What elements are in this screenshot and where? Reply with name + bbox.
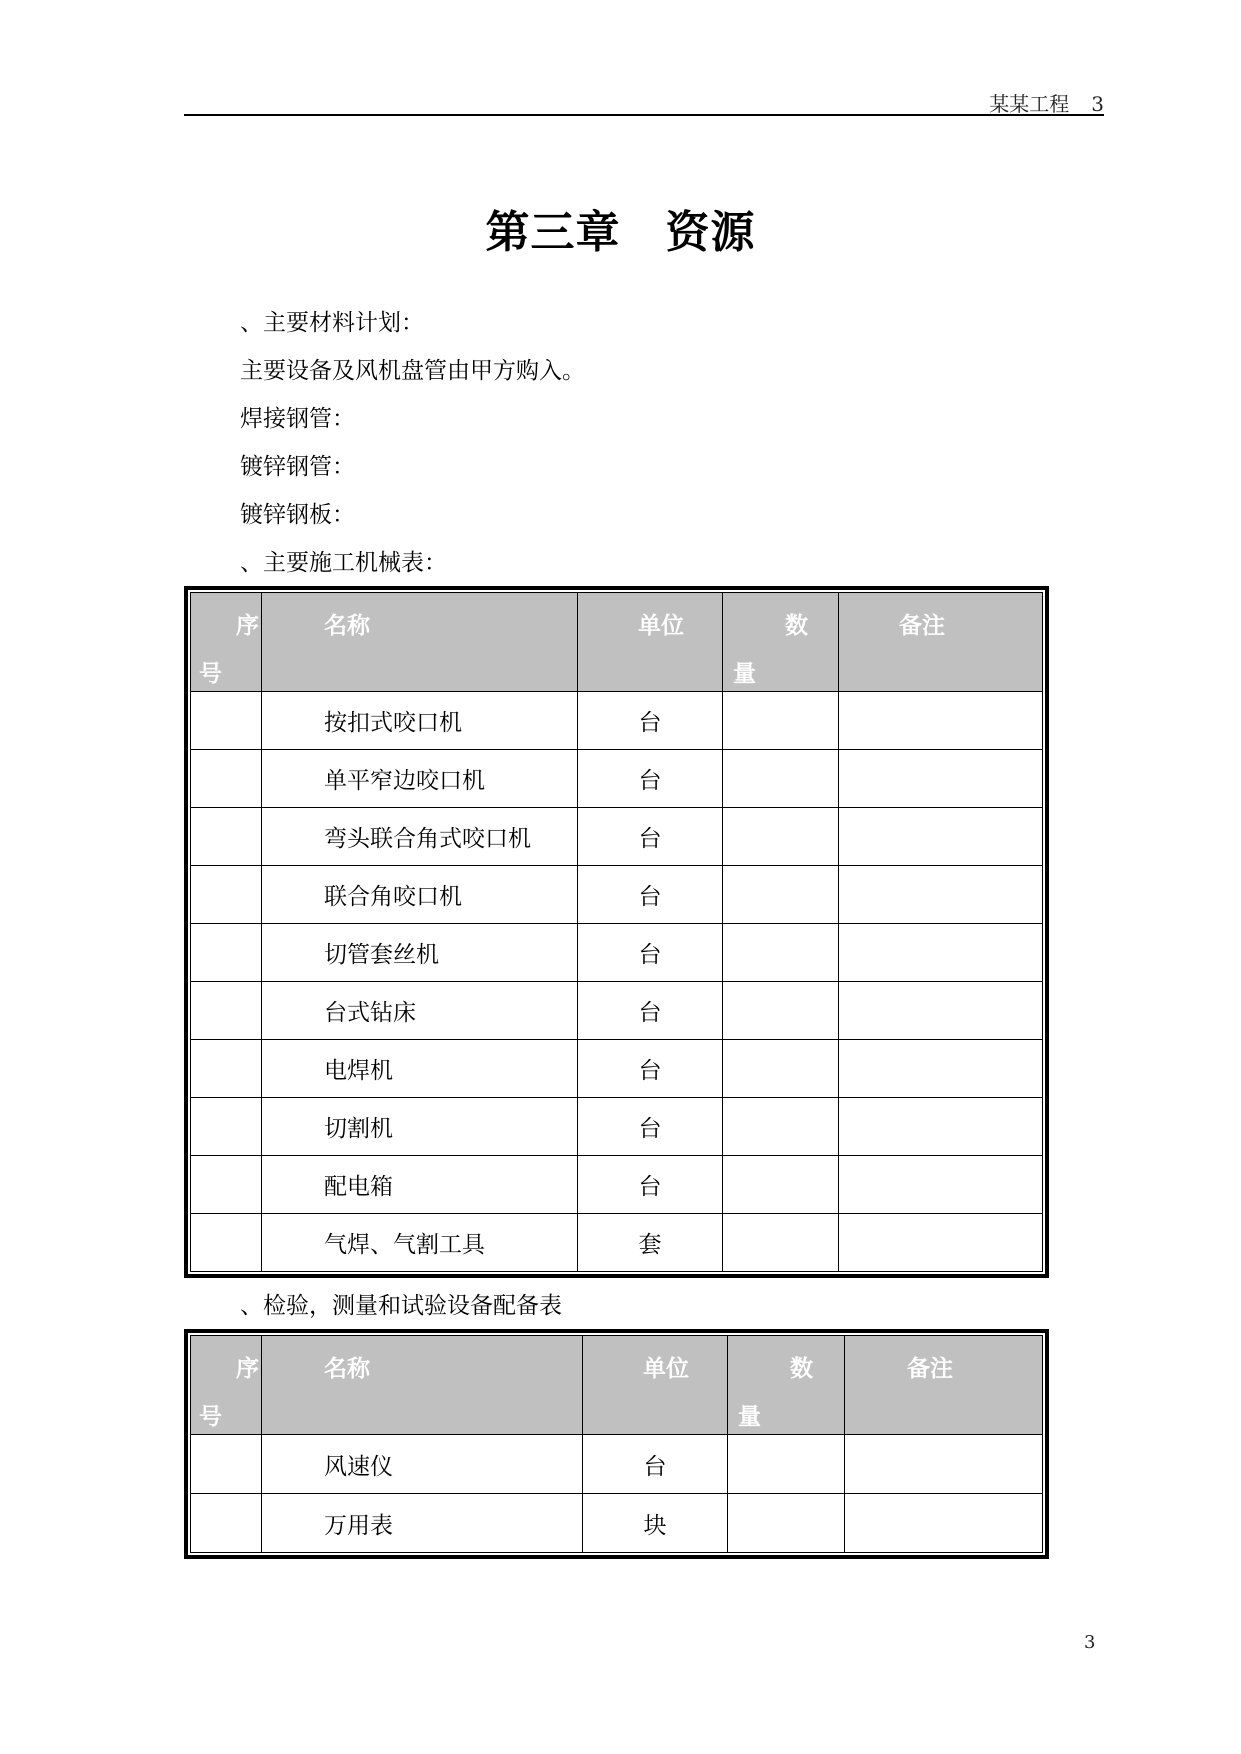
- header-text: [989, 88, 1104, 117]
- header-seq-top: 序: [236, 613, 259, 639]
- footer-page-number: 3: [1084, 1632, 1096, 1653]
- table-row: [191, 1214, 1043, 1272]
- header-unit: 单位: [583, 1336, 728, 1435]
- seq-cell: [191, 808, 262, 866]
- unit-cell: 台: [578, 750, 723, 808]
- page-header: [184, 86, 1104, 116]
- table-row: [191, 1435, 1043, 1494]
- note-cell: [839, 1156, 1043, 1214]
- note-cell: [839, 1098, 1043, 1156]
- table-header-row: [191, 593, 1043, 692]
- note-cell: [839, 866, 1043, 924]
- seq-cell: [191, 982, 262, 1040]
- table-row: [191, 808, 1043, 866]
- header-seq-bottom: 号: [199, 661, 222, 687]
- name-cell: 切管套丝机: [262, 924, 578, 982]
- unit-cell: 台: [578, 1156, 723, 1214]
- header-unit: 单位: [578, 593, 723, 692]
- qty-cell: [723, 1214, 839, 1272]
- unit-cell: 台: [578, 692, 723, 750]
- unit-cell: 台: [578, 1098, 723, 1156]
- unit-cell: 台: [578, 866, 723, 924]
- name-cell: 弯头联合角式咬口机: [262, 808, 578, 866]
- name-cell: 万用表: [262, 1494, 583, 1553]
- note-cell: [839, 924, 1043, 982]
- note-cell: [845, 1494, 1043, 1553]
- name-cell: 风速仪: [262, 1435, 583, 1494]
- note-cell: [839, 750, 1043, 808]
- seq-cell: [191, 1156, 262, 1214]
- header-qty: 数 量: [723, 593, 839, 692]
- table-row: [191, 692, 1043, 750]
- table-row: [191, 866, 1043, 924]
- table1-caption: 、主要施工机械表：: [240, 550, 447, 576]
- machinery-table: [184, 586, 1049, 1278]
- qty-cell: [723, 1156, 839, 1214]
- unit-cell: 台: [578, 808, 723, 866]
- paragraph-galvanized-pipe: 镀锌钢管：: [240, 454, 355, 480]
- note-cell: [839, 1214, 1043, 1272]
- header-title: 某某工程: [989, 92, 1070, 116]
- qty-cell: [723, 1098, 839, 1156]
- name-cell: 台式钻床: [262, 982, 578, 1040]
- table-row: [191, 1040, 1043, 1098]
- seq-cell: [191, 1435, 262, 1494]
- note-cell: [839, 692, 1043, 750]
- qty-cell: [723, 692, 839, 750]
- header-note: 备注: [839, 593, 1043, 692]
- name-cell: 按扣式咬口机: [262, 692, 578, 750]
- table-row: [191, 1098, 1043, 1156]
- table-row: [191, 982, 1043, 1040]
- table2-caption: 、检验，测量和试验设备配备表: [240, 1293, 562, 1319]
- unit-cell: 台: [578, 924, 723, 982]
- header-name: 名称: [262, 593, 578, 692]
- qty-cell: [723, 866, 839, 924]
- table-row: [191, 1156, 1043, 1214]
- paragraph-galvanized-sheet: 镀锌钢板：: [240, 502, 355, 528]
- qty-cell: [728, 1494, 845, 1553]
- note-cell: [839, 808, 1043, 866]
- header-seq: [191, 593, 262, 692]
- seq-cell: [191, 1494, 262, 1553]
- seq-cell: [191, 924, 262, 982]
- unit-cell: 套: [578, 1214, 723, 1272]
- header-seq-top: 序: [236, 1356, 259, 1382]
- chapter-title: 第三章 资源: [485, 207, 756, 258]
- note-cell: [845, 1435, 1043, 1494]
- note-cell: [839, 1040, 1043, 1098]
- name-cell: 配电箱: [262, 1156, 578, 1214]
- table-row: [191, 924, 1043, 982]
- unit-cell: 块: [583, 1494, 728, 1553]
- unit-cell: 台: [583, 1435, 728, 1494]
- seq-cell: [191, 692, 262, 750]
- name-cell: 气焊、气割工具: [262, 1214, 578, 1272]
- table-header-row: [191, 1336, 1043, 1435]
- paragraph-equipment-note: 主要设备及风机盘管由甲方购入。: [240, 358, 585, 384]
- header-page-number: 3: [1091, 92, 1104, 116]
- qty-cell: [728, 1435, 845, 1494]
- name-cell: 单平窄边咬口机: [262, 750, 578, 808]
- name-cell: 电焊机: [262, 1040, 578, 1098]
- qty-cell: [723, 924, 839, 982]
- paragraph-welded-pipe: 焊接钢管：: [240, 406, 355, 432]
- header-seq-bottom: 号: [199, 1404, 222, 1430]
- paragraph-materials-plan: 、主要材料计划：: [240, 310, 424, 336]
- seq-cell: [191, 750, 262, 808]
- note-cell: [839, 982, 1043, 1040]
- inspection-equipment-table: [184, 1329, 1049, 1559]
- qty-cell: [723, 982, 839, 1040]
- qty-cell: [723, 808, 839, 866]
- seq-cell: [191, 1214, 262, 1272]
- seq-cell: [191, 1098, 262, 1156]
- header-seq: [191, 1336, 262, 1435]
- unit-cell: 台: [578, 1040, 723, 1098]
- qty-cell: [723, 1040, 839, 1098]
- header-note: 备注: [845, 1336, 1043, 1435]
- name-cell: 联合角咬口机: [262, 866, 578, 924]
- header-qty: 数 量: [728, 1336, 845, 1435]
- header-name: 名称: [262, 1336, 583, 1435]
- qty-cell: [723, 750, 839, 808]
- table-row: [191, 750, 1043, 808]
- seq-cell: [191, 866, 262, 924]
- name-cell: 切割机: [262, 1098, 578, 1156]
- seq-cell: [191, 1040, 262, 1098]
- table-row: [191, 1494, 1043, 1553]
- unit-cell: 台: [578, 982, 723, 1040]
